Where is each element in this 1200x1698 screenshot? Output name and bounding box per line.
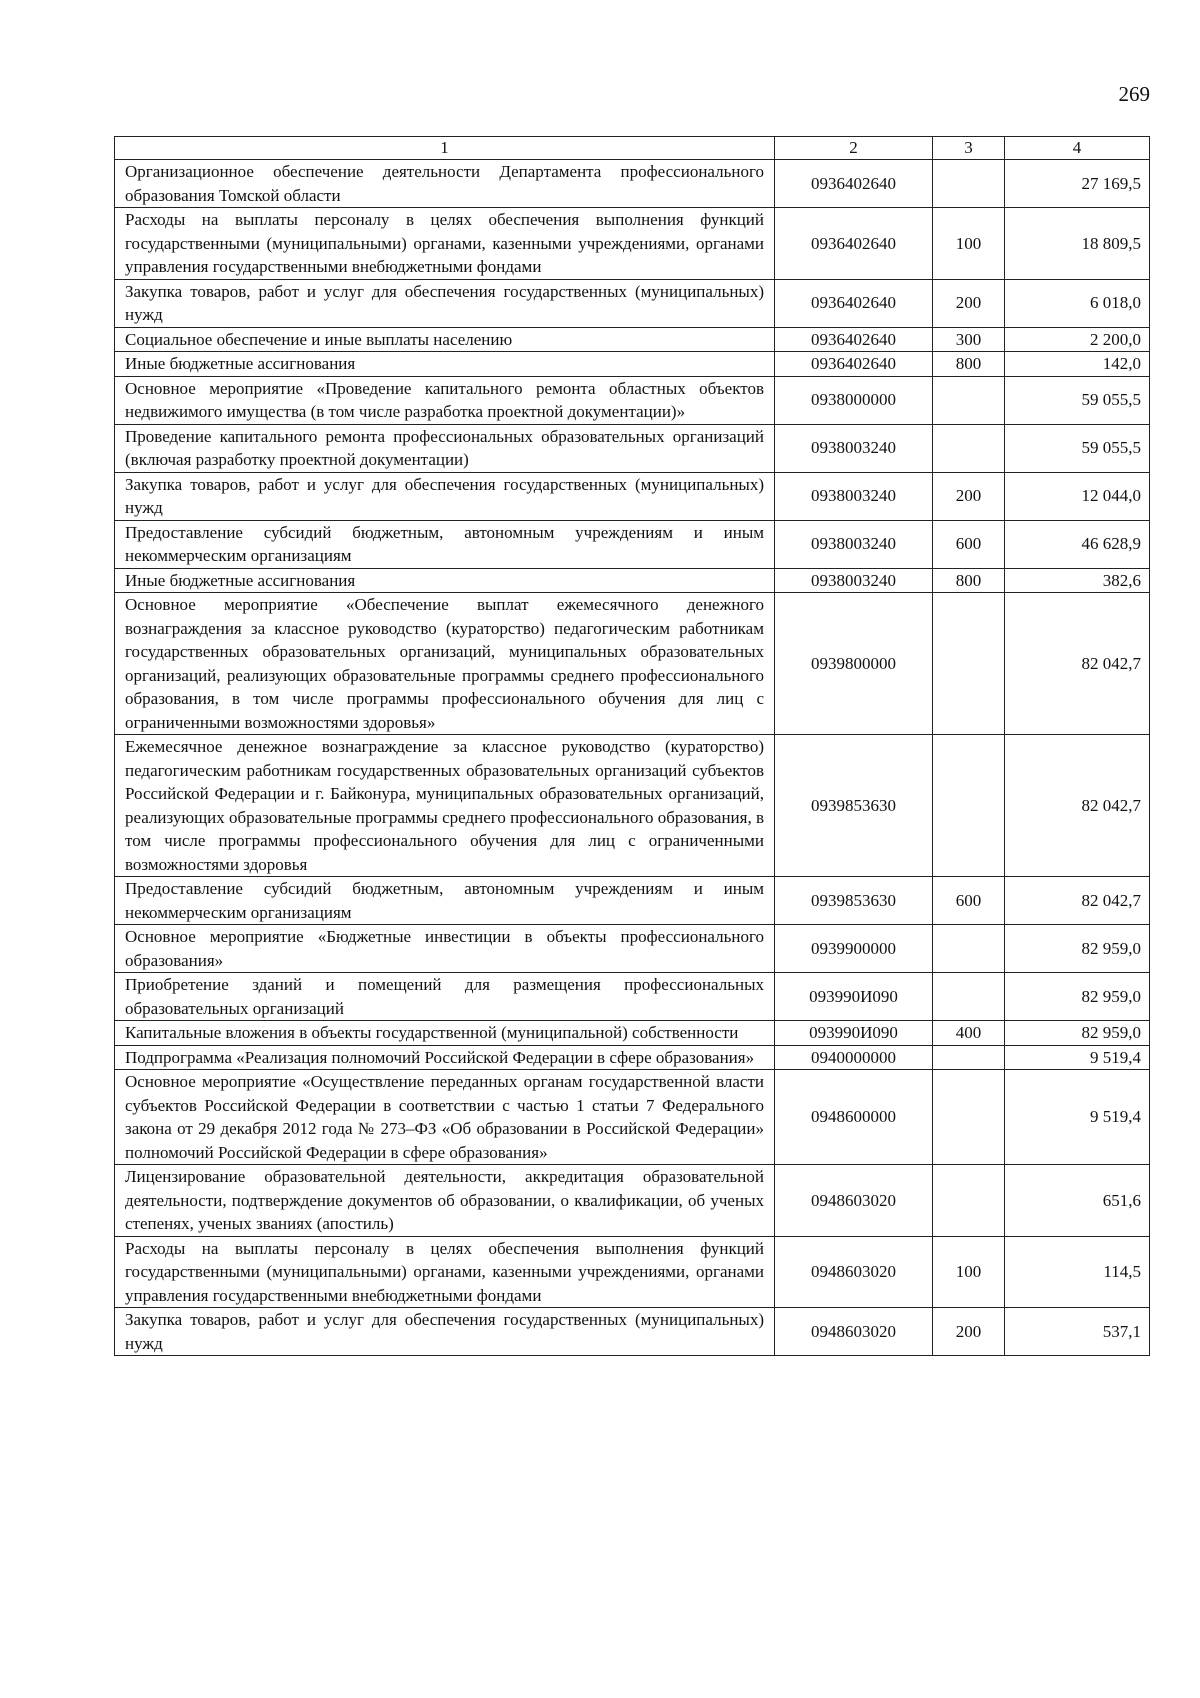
table-row <box>115 1070 1150 1165</box>
table-row <box>115 279 1150 327</box>
row-amount: 114,5 <box>1005 1236 1150 1308</box>
table-row <box>115 1021 1150 1046</box>
row-amount: 82 959,0 <box>1005 973 1150 1021</box>
row-amount: 651,6 <box>1005 1165 1150 1237</box>
row-amount: 59 055,5 <box>1005 424 1150 472</box>
row-name: Подпрограмма «Реализация полномочий Российской Федерации в сфере образования» <box>115 1045 775 1070</box>
row-code: 0936402640 <box>775 279 933 327</box>
table-row <box>115 352 1150 377</box>
row-name: Ежемесячное денежное вознаграждение за классное руководство (кураторство) педагогическим работникам государственных образовательных организаций субъектов Российской Федерации и г. Байконура, муниципальных образовательных организаций, реализующих образовательные программы среднего профессионального образования, в том числе программы профессионального обучения для лиц с ограниченными возможностями здоровья <box>115 735 775 877</box>
row-name: Основное мероприятие «Проведение капитального ремонта областных объектов недвижимого имущества (в том числе разработка проектной документации)» <box>115 376 775 424</box>
header-col-3: 3 <box>933 137 1005 160</box>
row-expense-type <box>933 160 1005 208</box>
row-amount: 12 044,0 <box>1005 472 1150 520</box>
row-expense-type <box>933 735 1005 877</box>
row-amount: 382,6 <box>1005 568 1150 593</box>
row-code: 093990И090 <box>775 1021 933 1046</box>
row-name: Лицензирование образовательной деятельности, аккредитация образовательной деятельности, подтверждение документов об образовании, о квалификации, об ученых степенях, ученых званиях (апостиль) <box>115 1165 775 1237</box>
row-amount: 2 200,0 <box>1005 327 1150 352</box>
row-expense-type: 800 <box>933 352 1005 377</box>
row-name: Капитальные вложения в объекты государственной (муниципальной) собственности <box>115 1021 775 1046</box>
row-name: Проведение капитального ремонта профессиональных образовательных организаций (включая разработку проектной документации) <box>115 424 775 472</box>
table-header-row <box>115 137 1150 160</box>
row-amount: 537,1 <box>1005 1308 1150 1356</box>
row-name: Закупка товаров, работ и услуг для обеспечения государственных (муниципальных) нужд <box>115 1308 775 1356</box>
table-row <box>115 1308 1150 1356</box>
row-amount: 18 809,5 <box>1005 208 1150 280</box>
table-row <box>115 472 1150 520</box>
row-code: 0938003240 <box>775 424 933 472</box>
row-name: Приобретение зданий и помещений для размещения профессиональных образовательных организаций <box>115 973 775 1021</box>
row-name: Предоставление субсидий бюджетным, автономным учреждениям и иным некоммерческим организациям <box>115 877 775 925</box>
row-expense-type <box>933 1165 1005 1237</box>
row-amount: 6 018,0 <box>1005 279 1150 327</box>
table-row <box>115 973 1150 1021</box>
row-code: 0948603020 <box>775 1165 933 1237</box>
header-col-1: 1 <box>115 137 775 160</box>
row-code: 0938003240 <box>775 472 933 520</box>
row-expense-type: 200 <box>933 279 1005 327</box>
row-amount: 82 959,0 <box>1005 1021 1150 1046</box>
table-row <box>115 327 1150 352</box>
row-amount: 59 055,5 <box>1005 376 1150 424</box>
table-row <box>115 568 1150 593</box>
table-row <box>115 735 1150 877</box>
row-amount: 9 519,4 <box>1005 1045 1150 1070</box>
row-code: 0939853630 <box>775 735 933 877</box>
row-amount: 82 042,7 <box>1005 877 1150 925</box>
row-name: Расходы на выплаты персоналу в целях обеспечения выполнения функций государственными (муниципальными) органами, казенными учреждениями, органами управления государственными внебюджетными фондами <box>115 1236 775 1308</box>
row-expense-type: 600 <box>933 520 1005 568</box>
table-row <box>115 877 1150 925</box>
table-row <box>115 925 1150 973</box>
row-amount: 46 628,9 <box>1005 520 1150 568</box>
row-name: Организационное обеспечение деятельности Департамента профессионального образования Томской области <box>115 160 775 208</box>
row-code: 0936402640 <box>775 352 933 377</box>
row-name: Закупка товаров, работ и услуг для обеспечения государственных (муниципальных) нужд <box>115 279 775 327</box>
row-code: 0936402640 <box>775 327 933 352</box>
row-amount: 82 959,0 <box>1005 925 1150 973</box>
row-code: 0940000000 <box>775 1045 933 1070</box>
table-row <box>115 1165 1150 1237</box>
table-row <box>115 208 1150 280</box>
row-amount: 27 169,5 <box>1005 160 1150 208</box>
row-code: 0938000000 <box>775 376 933 424</box>
table-row <box>115 593 1150 735</box>
row-name: Основное мероприятие «Осуществление переданных органам государственной власти субъектов Российской Федерации в соответствии с частью 1 статьи 7 Федерального закона от 29 декабря 2012 года № 273–ФЗ «Об образовании в Российской Федерации» полномочий Российской Федерации в сфере образования» <box>115 1070 775 1165</box>
row-expense-type <box>933 1070 1005 1165</box>
row-name: Основное мероприятие «Бюджетные инвестиции в объекты профессионального образования» <box>115 925 775 973</box>
row-expense-type: 100 <box>933 1236 1005 1308</box>
row-amount: 9 519,4 <box>1005 1070 1150 1165</box>
row-amount: 142,0 <box>1005 352 1150 377</box>
row-expense-type <box>933 1045 1005 1070</box>
row-name: Предоставление субсидий бюджетным, автономным учреждениям и иным некоммерческим организациям <box>115 520 775 568</box>
row-code: 0948603020 <box>775 1308 933 1356</box>
row-code: 093990И090 <box>775 973 933 1021</box>
row-expense-type <box>933 925 1005 973</box>
row-code: 0948600000 <box>775 1070 933 1165</box>
row-code: 0938003240 <box>775 568 933 593</box>
header-col-4: 4 <box>1005 137 1150 160</box>
row-name: Основное мероприятие «Обеспечение выплат ежемесячного денежного вознаграждения за классное руководство (кураторство) педагогическим работникам государственных образовательных организаций, муниципальных образовательных организаций, реализующих образовательные программы среднего профессионального образования, в том числе программы профессионального обучения для лиц с ограниченными возможностями здоровья» <box>115 593 775 735</box>
table-row <box>115 160 1150 208</box>
row-code: 0939800000 <box>775 593 933 735</box>
table-row <box>115 1045 1150 1070</box>
row-expense-type: 100 <box>933 208 1005 280</box>
row-name: Закупка товаров, работ и услуг для обеспечения государственных (муниципальных) нужд <box>115 472 775 520</box>
row-code: 0936402640 <box>775 208 933 280</box>
budget-table <box>114 136 1150 1356</box>
table-row <box>115 376 1150 424</box>
row-expense-type <box>933 376 1005 424</box>
row-expense-type: 200 <box>933 1308 1005 1356</box>
row-amount: 82 042,7 <box>1005 735 1150 877</box>
row-expense-type: 800 <box>933 568 1005 593</box>
header-col-2: 2 <box>775 137 933 160</box>
row-name: Иные бюджетные ассигнования <box>115 352 775 377</box>
row-code: 0948603020 <box>775 1236 933 1308</box>
row-code: 0938003240 <box>775 520 933 568</box>
row-expense-type <box>933 593 1005 735</box>
row-expense-type: 300 <box>933 327 1005 352</box>
page-number: 269 <box>1118 82 1150 106</box>
row-expense-type: 400 <box>933 1021 1005 1046</box>
row-expense-type <box>933 424 1005 472</box>
table-row <box>115 520 1150 568</box>
row-name: Социальное обеспечение и иные выплаты населению <box>115 327 775 352</box>
row-amount: 82 042,7 <box>1005 593 1150 735</box>
row-name: Иные бюджетные ассигнования <box>115 568 775 593</box>
table-row <box>115 1236 1150 1308</box>
table-row <box>115 424 1150 472</box>
row-name: Расходы на выплаты персоналу в целях обеспечения выполнения функций государственными (муниципальными) органами, казенными учреждениями, органами управления государственными внебюджетными фондами <box>115 208 775 280</box>
row-code: 0936402640 <box>775 160 933 208</box>
row-expense-type: 200 <box>933 472 1005 520</box>
row-code: 0939900000 <box>775 925 933 973</box>
row-code: 0939853630 <box>775 877 933 925</box>
row-expense-type <box>933 973 1005 1021</box>
row-expense-type: 600 <box>933 877 1005 925</box>
